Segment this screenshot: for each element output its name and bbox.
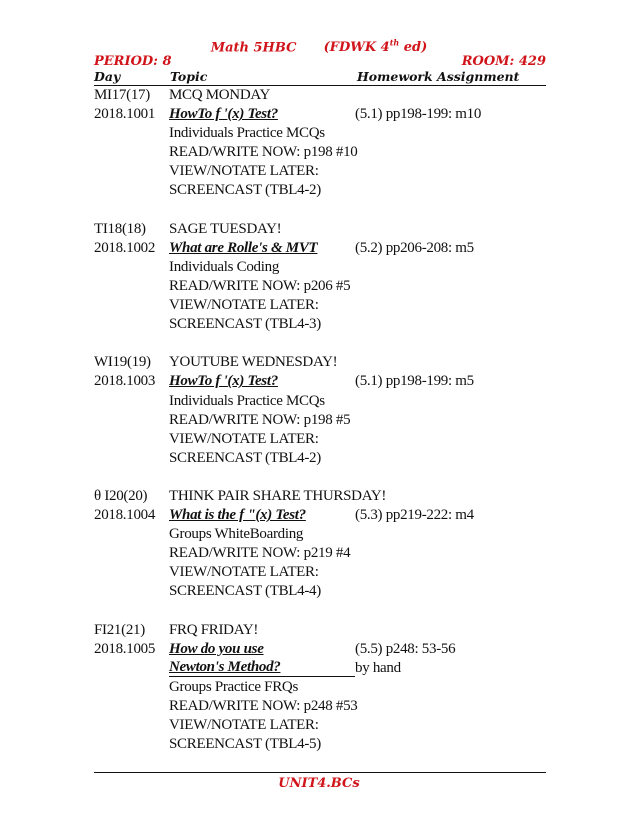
period-label: PERIOD: 8 bbox=[94, 54, 172, 69]
homework-assignment: (5.1) pp198-199: m5 bbox=[355, 373, 474, 390]
day-code: FI21(21) bbox=[94, 621, 145, 638]
date: 2018.1001 bbox=[94, 106, 156, 123]
day-title: THINK PAIR SHARE THURSDAY! bbox=[169, 487, 387, 504]
room-label: ROOM: 429 bbox=[461, 54, 546, 69]
day-title: MCQ MONDAY bbox=[169, 87, 271, 103]
homework-assignment: (5.2) pp206-208: m5 bbox=[355, 239, 474, 256]
topic-title: What is the f "(x) Test? bbox=[169, 507, 306, 524]
topic-title: HowTo f '(x) Test? bbox=[169, 373, 278, 390]
activity: Groups WhiteBoarding bbox=[169, 526, 304, 543]
view-notate-later: VIEW/NOTATE LATER: bbox=[169, 564, 319, 581]
day-title: FRQ FRIDAY! bbox=[169, 621, 259, 638]
day-title: YOUTUBE WEDNESDAY! bbox=[169, 354, 338, 371]
activity: Groups Practice FRQs bbox=[169, 678, 298, 695]
screencast: SCREENCAST (TBL4-2) bbox=[169, 182, 321, 199]
screencast: SCREENCAST (TBL4-3) bbox=[169, 316, 321, 333]
screencast: SCREENCAST (TBL4-2) bbox=[169, 449, 321, 466]
read-write-now: READ/WRITE NOW: p219 #4 bbox=[169, 545, 351, 562]
topic-title: What are Rolle's & MVT bbox=[169, 239, 318, 256]
date: 2018.1002 bbox=[94, 239, 156, 256]
footer-unit-label: UNIT4.BCs bbox=[278, 776, 360, 791]
homework-assignment: (5.3) pp219-222: m4 bbox=[355, 507, 474, 524]
read-write-now: READ/WRITE NOW: p248 #53 bbox=[169, 698, 358, 714]
homework-assignment: (5.1) pp198-199: m10 bbox=[355, 106, 482, 123]
view-notate-later: VIEW/NOTATE LATER: bbox=[169, 430, 319, 447]
view-notate-later: VIEW/NOTATE LATER: bbox=[169, 297, 319, 314]
homework-assignment: (5.5) p248: 53-56 bbox=[355, 640, 456, 657]
footer-divider bbox=[94, 772, 546, 773]
read-write-now: READ/WRITE NOW: p198 #5 bbox=[169, 411, 351, 428]
screencast: SCREENCAST (TBL4-4) bbox=[169, 583, 321, 600]
topic-title-continued: Newton's Method? bbox=[169, 659, 355, 677]
date: 2018.1003 bbox=[94, 373, 156, 390]
course-name: Math 5HBC bbox=[210, 40, 297, 56]
day-code: WI19(19) bbox=[94, 354, 151, 371]
read-write-now: READ/WRITE NOW: p206 #5 bbox=[169, 277, 351, 294]
day-code: θ I20(20) bbox=[94, 487, 148, 504]
column-header-homework: Homework Assignment bbox=[357, 69, 520, 84]
date: 2018.1005 bbox=[94, 640, 156, 657]
homework-note: by hand bbox=[355, 659, 401, 676]
day-code: TI18(18) bbox=[94, 220, 146, 237]
activity: Individuals Coding bbox=[169, 258, 280, 275]
activity: Individuals Practice MCQs bbox=[169, 125, 325, 142]
day-title: SAGE TUESDAY! bbox=[169, 220, 282, 237]
textbook-label: (FDWK 4th ed) bbox=[323, 38, 428, 56]
view-notate-later: VIEW/NOTATE LATER: bbox=[169, 163, 319, 180]
column-header-topic: Topic bbox=[170, 69, 208, 84]
topic-title: HowTo f '(x) Test? bbox=[169, 106, 278, 123]
column-header-day: Day bbox=[94, 69, 121, 84]
activity: Individuals Practice MCQs bbox=[169, 392, 325, 409]
header-divider bbox=[94, 85, 546, 86]
view-notate-later: VIEW/NOTATE LATER: bbox=[169, 717, 319, 734]
date: 2018.1004 bbox=[94, 507, 156, 524]
read-write-now: READ/WRITE NOW: p198 #10 bbox=[169, 144, 358, 161]
screencast: SCREENCAST (TBL4-5) bbox=[169, 736, 321, 753]
day-code: MI17(17) bbox=[94, 87, 150, 103]
topic-title: How do you use bbox=[169, 640, 264, 657]
course-title bbox=[0, 38, 638, 55]
